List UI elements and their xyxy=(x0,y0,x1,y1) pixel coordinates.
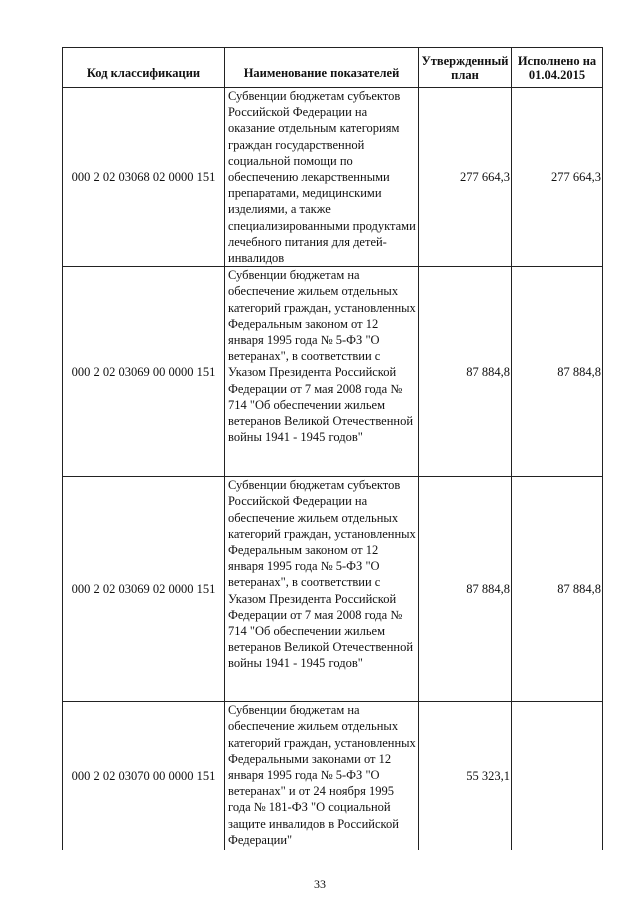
row-done: 87 884,8 xyxy=(512,477,603,702)
row-name: Субвенции бюджетам на обеспечение жильем отдельных категорий граждан, установленных Федеральными законами от 12 января 1995 года № 5-ФЗ "О ветеранах" и от 24 ноября 1995 года № 181-ФЗ "О социальной защите инвалидов в Российской Федерации" xyxy=(225,702,419,850)
row-done: 87 884,8 xyxy=(512,267,603,477)
table-row xyxy=(63,267,603,477)
row-code: 000 2 02 03070 00 0000 151 xyxy=(63,702,225,850)
budget-table xyxy=(62,47,603,850)
header-code: Код классификации xyxy=(63,48,225,88)
table-row xyxy=(63,88,603,267)
row-plan: 87 884,8 xyxy=(419,267,512,477)
row-plan: 55 323,1 xyxy=(419,702,512,850)
row-code: 000 2 02 03068 02 0000 151 xyxy=(63,88,225,267)
row-done xyxy=(512,702,603,850)
row-code: 000 2 02 03069 00 0000 151 xyxy=(63,267,225,477)
page-number: 33 xyxy=(314,877,326,891)
row-code: 000 2 02 03069 02 0000 151 xyxy=(63,477,225,702)
table-row xyxy=(63,477,603,702)
header-row xyxy=(63,48,603,88)
header-name: Наименование показателей xyxy=(225,48,419,88)
row-name: Субвенции бюджетам субъектов Российской Федерации на обеспечение жильем отдельных категорий граждан, установленных Федеральным законом от 12 января 1995 года № 5-ФЗ "О ветеранах", в соответствии с Указом Президента Российской Федерации от 7 мая 2008 года № 714 "Об обеспечении жильем ветеранов Великой Отечественной войны 1941 - 1945 годов" xyxy=(225,477,419,702)
row-plan: 87 884,8 xyxy=(419,477,512,702)
header-done: Исполнено на 01.04.2015 xyxy=(512,48,603,88)
row-done: 277 664,3 xyxy=(512,88,603,267)
table-row xyxy=(63,702,603,850)
header-plan: Утвержденный план xyxy=(419,48,512,88)
row-plan: 277 664,3 xyxy=(419,88,512,267)
row-name: Субвенции бюджетам на обеспечение жильем отдельных категорий граждан, установленных Федеральным законом от 12 января 1995 года № 5-ФЗ "О ветеранах", в соответствии с Указом Президента Российской Федерации от 7 мая 2008 года № 714 "Об обеспечении жильем ветеранов Великой Отечественной войны 1941 - 1945 годов" xyxy=(225,267,419,477)
row-name: Субвенции бюджетам субъектов Российской Федерации на оказание отдельным категориям граждан государственной социальной помощи по обеспечению лекарственными препаратами, медицинскими изделиями, а также специализированными продуктами лечебного питания для детей-инвалидов xyxy=(225,88,419,267)
